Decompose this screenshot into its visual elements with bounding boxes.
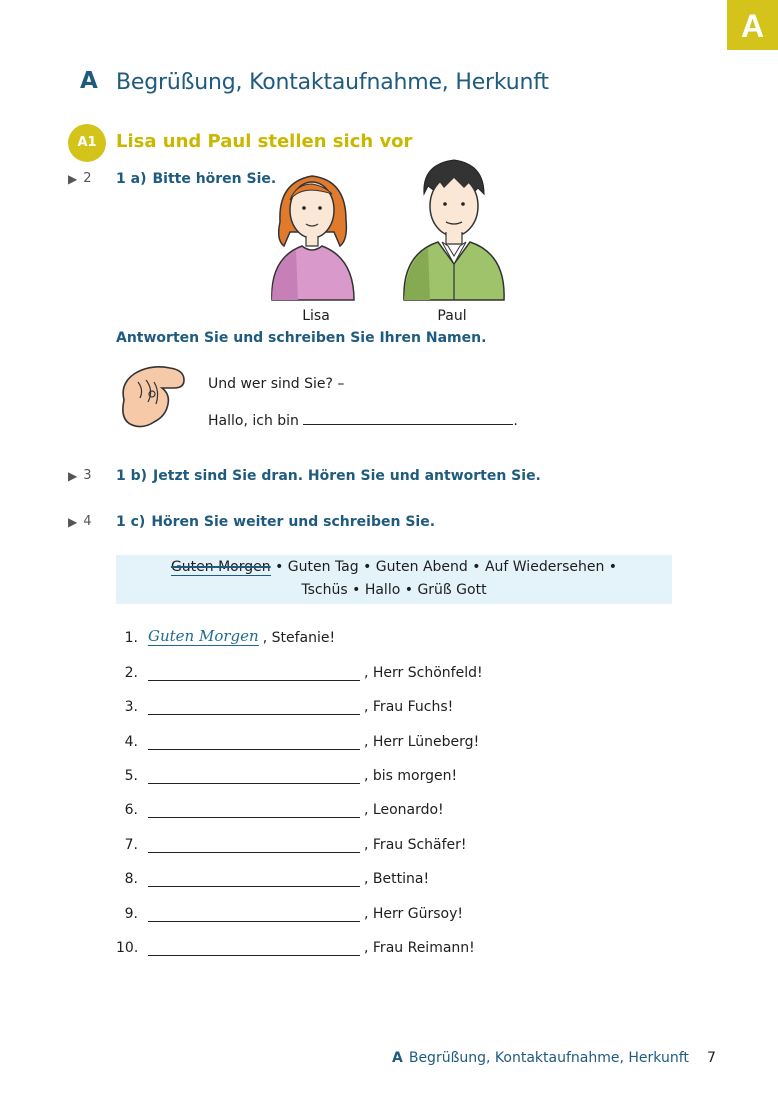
dialog-line-2 xyxy=(208,410,518,429)
row-text: , Herr Gürsoy! xyxy=(364,906,463,922)
word-bank-line-1 xyxy=(116,556,672,579)
row-text: , Stefanie! xyxy=(262,630,336,646)
row-text: , Leonardo! xyxy=(364,802,444,818)
answer-field[interactable] xyxy=(148,938,360,956)
audio-track-2[interactable] xyxy=(68,171,92,186)
row-text: , Frau Schäfer! xyxy=(364,837,467,853)
answer-field[interactable] xyxy=(148,766,360,784)
answer-field[interactable] xyxy=(148,904,360,922)
example-answer: Guten Morgen xyxy=(148,627,259,645)
task-number: 1 c) xyxy=(116,514,146,530)
word-bank-line-2: Tschüs • Hallo • Grüß Gott xyxy=(301,582,487,598)
row-number: 10. xyxy=(116,940,139,956)
page-number: 7 xyxy=(707,1050,716,1066)
lisa-label: Lisa xyxy=(302,308,330,324)
row-number: 7. xyxy=(124,837,138,853)
section-badge: A1 xyxy=(68,124,106,162)
chapter-letter: A xyxy=(80,68,98,94)
word-used: Guten Morgen xyxy=(170,559,271,575)
exercise-row-example xyxy=(116,626,536,646)
answer-field[interactable] xyxy=(148,732,360,750)
dialog-line-1: Und wer sind Sie? – xyxy=(208,376,345,392)
page-footer xyxy=(392,1050,689,1066)
instruction-text: Antworten Sie und schreiben Sie Ihren Namen. xyxy=(116,330,487,346)
audio-track-4[interactable] xyxy=(68,514,92,529)
answer-field[interactable] xyxy=(148,869,360,887)
lisa-illustration xyxy=(262,162,362,304)
task-1a xyxy=(116,171,276,187)
row-text: , bis morgen! xyxy=(364,768,458,784)
name-answer-field[interactable] xyxy=(303,410,513,425)
row-text: , Herr Schönfeld! xyxy=(364,665,483,681)
dialog-prefix: Hallo, ich bin xyxy=(208,413,299,429)
exercise-row xyxy=(116,936,536,956)
task-text: Bitte hören Sie. xyxy=(152,171,277,187)
row-number: 1. xyxy=(124,630,138,646)
word-bank xyxy=(116,555,672,604)
task-text: Hören Sie weiter und schreiben Sie. xyxy=(151,514,436,530)
word-bank-rest: • Guten Tag • Guten Abend • Auf Wiedersehen • xyxy=(270,559,618,575)
row-number: 6. xyxy=(124,802,138,818)
exercise-row xyxy=(116,764,536,784)
track-number: 4 xyxy=(83,514,92,529)
row-text: , Herr Lüneberg! xyxy=(364,734,480,750)
answer-field[interactable] xyxy=(148,663,360,681)
exercise-row xyxy=(116,695,536,715)
row-number: 4. xyxy=(124,734,138,750)
dialog-suffix: . xyxy=(513,413,518,429)
audio-track-3[interactable] xyxy=(68,468,92,483)
paul-label: Paul xyxy=(437,308,467,324)
task-1b xyxy=(116,468,541,484)
pointing-hand-icon xyxy=(114,360,188,434)
play-icon: ▶ xyxy=(68,468,78,483)
row-number: 9. xyxy=(124,906,138,922)
exercise-row xyxy=(116,833,536,853)
play-icon: ▶ xyxy=(68,514,78,529)
task-number: 1 a) xyxy=(116,171,147,187)
exercise-row xyxy=(116,730,536,750)
row-text: , Frau Reimann! xyxy=(364,940,475,956)
play-icon: ▶ xyxy=(68,171,78,186)
row-number: 2. xyxy=(124,665,138,681)
track-number: 2 xyxy=(83,171,92,186)
answer-field[interactable] xyxy=(148,800,360,818)
page-title: Begrüßung, Kontaktaufnahme, Herkunft xyxy=(116,70,549,95)
track-number: 3 xyxy=(83,468,92,483)
row-number: 5. xyxy=(124,768,138,784)
task-1c xyxy=(116,514,435,530)
exercise-row xyxy=(116,867,536,887)
task-text: Jetzt sind Sie dran. Hören Sie und antworten Sie. xyxy=(153,468,541,484)
row-text: , Bettina! xyxy=(364,871,430,887)
footer-letter: A xyxy=(392,1050,403,1066)
section-title: Lisa und Paul stellen sich vor xyxy=(116,131,413,152)
answer-field[interactable] xyxy=(148,835,360,853)
row-number: 8. xyxy=(124,871,138,887)
chapter-tab: A xyxy=(727,0,778,50)
exercise-row xyxy=(116,661,536,681)
row-number: 3. xyxy=(124,699,138,715)
paul-illustration xyxy=(398,154,510,304)
exercise-row xyxy=(116,902,536,922)
exercise-row xyxy=(116,798,536,818)
answer-field[interactable] xyxy=(148,697,360,715)
footer-title: Begrüßung, Kontaktaufnahme, Herkunft xyxy=(408,1050,689,1066)
row-text: , Frau Fuchs! xyxy=(364,699,454,715)
task-number: 1 b) xyxy=(116,468,148,484)
